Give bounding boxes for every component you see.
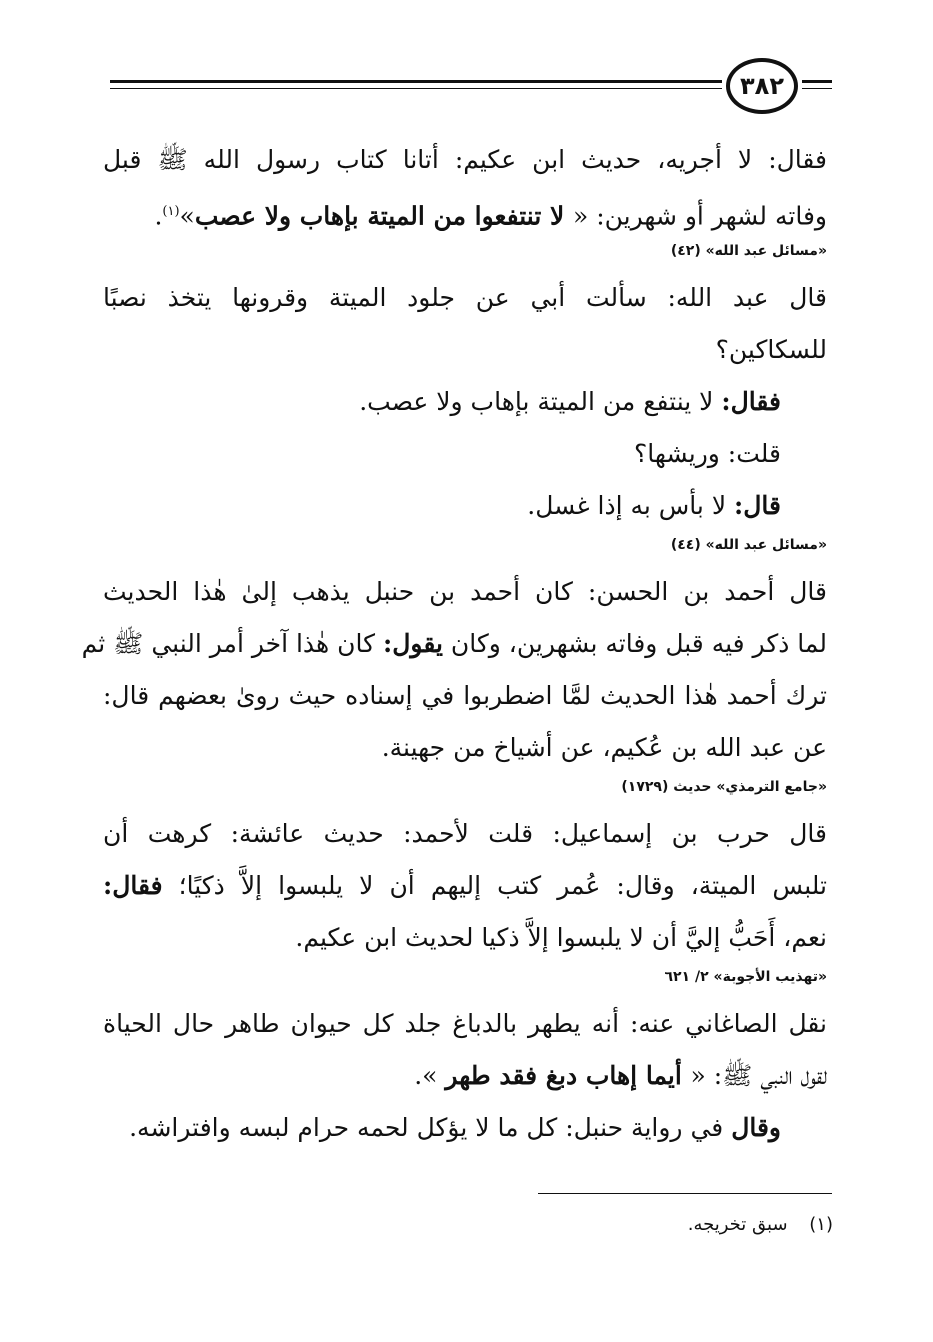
text-line	[103, 480, 827, 532]
header-rule-right-thin	[802, 88, 832, 89]
text-segment: ».	[414, 1061, 446, 1090]
text-line	[103, 134, 827, 186]
page-number: ٣٨٢	[726, 58, 798, 114]
text-segment: كان هٰذا آخر أمر النبي ﷺ ثم	[81, 629, 384, 658]
text-segment: وفاته لشهر أو شهرين: «	[572, 201, 827, 231]
text-segment: للسكاكين؟	[715, 335, 827, 364]
text-segment: نعم، أَحَبُّ إليَّ أن لا يلبسوا إلاَّ ذكيا لحديث ابن عكيم.	[295, 923, 827, 952]
text-line	[81, 618, 827, 670]
text-segment: فقال: لا أجريه، حديث ابن عكيم: أتانا كتاب رسول الله ﷺ قبل	[103, 145, 827, 174]
text-line	[103, 186, 827, 238]
text-line	[103, 272, 827, 324]
header-rule	[110, 80, 722, 83]
text-line	[103, 860, 827, 912]
text-line	[103, 912, 827, 964]
source-reference: «تهذيب الأجوبة» ٢/ ٦٢١	[664, 969, 827, 985]
text-segment: أيما إهاب دبغ فقد طهر	[445, 1061, 691, 1090]
text-segment: قال أحمد بن الحسن: كان أحمد بن حنبل يذهب إلىٰ هٰذا الحديث	[103, 577, 827, 606]
text-segment: لا بأس به إذا غسل.	[527, 491, 735, 520]
text-segment: في رواية حنبل: كل ما لا يؤكل لحمه حرام لبسه وافتراشه.	[129, 1113, 732, 1142]
text-segment: قال حرب بن إسماعيل: قلت لأحمد: حديث عائشة: كرهت أن	[103, 819, 827, 848]
footnote-number: (١)	[809, 1214, 833, 1235]
source-reference: «جامع الترمذي» حديث (١٧٢٩)	[621, 779, 827, 795]
footnote	[688, 1214, 833, 1235]
text-segment: ترك أحمد هٰذا الحديث لمَّا اضطربوا في إسناده حيث روىٰ بعضهم قال:	[103, 681, 827, 710]
header-rule-right	[802, 80, 832, 83]
text-segment: لا ينتفع من الميتة بإهاب ولا عصب.	[359, 387, 722, 416]
text-segment: نقل الصاغاني عنه: أنه يطهر بالدباغ جلد كل حيوان طاهر حال الحياة	[103, 1009, 827, 1038]
text-segment: يقول:	[383, 629, 443, 658]
text-line	[103, 1102, 827, 1154]
page-header	[110, 54, 832, 124]
text-line	[103, 566, 827, 618]
text-segment: لما ذكر فيه قبل وفاته بشهرين، وكان	[442, 629, 827, 658]
text-line	[103, 428, 827, 480]
footnote-marker: (١)	[162, 204, 180, 219]
text-line	[103, 670, 827, 722]
footnote-separator	[538, 1193, 832, 1194]
text-segment: فقال:	[103, 871, 163, 900]
text-line	[103, 722, 827, 774]
source-reference: «مسائل عبد الله» (٤٤)	[670, 537, 827, 553]
text-segment: تلبس الميتة، وقال: عُمر كتب إليهم أن لا يلبسوا إلاَّ ذكيًا؛	[162, 871, 827, 900]
footnote-text: سبق تخريجه.	[687, 1214, 788, 1235]
text-segment: قال عبد الله: سألت أبي عن جلود الميتة وقرونها يتخذ نصبًا	[103, 283, 827, 312]
text-segment: .	[154, 201, 163, 231]
text-line	[103, 808, 827, 860]
text-segment: عن عبد الله بن عُكيم، عن أشياخ من جهينة.	[381, 733, 827, 762]
source-reference: «مسائل عبد الله» (٤٢)	[670, 243, 827, 259]
text-segment: وقال	[731, 1113, 781, 1142]
header-rule-thin	[110, 88, 722, 89]
text-line	[103, 998, 827, 1050]
main-text	[81, 134, 827, 1154]
text-line	[103, 324, 827, 376]
text-segment: قال:	[734, 491, 781, 520]
text-segment: فقال:	[721, 387, 781, 416]
text-segment: لقول النبي ﷺ: «	[690, 1061, 827, 1090]
text-segment: »	[179, 201, 195, 231]
text-line	[103, 376, 827, 428]
text-segment: قلت: وريشها؟	[634, 439, 781, 468]
text-line	[103, 1050, 827, 1102]
text-segment: لا تنتفعوا من الميتة بإهاب ولا عصب	[194, 201, 573, 231]
